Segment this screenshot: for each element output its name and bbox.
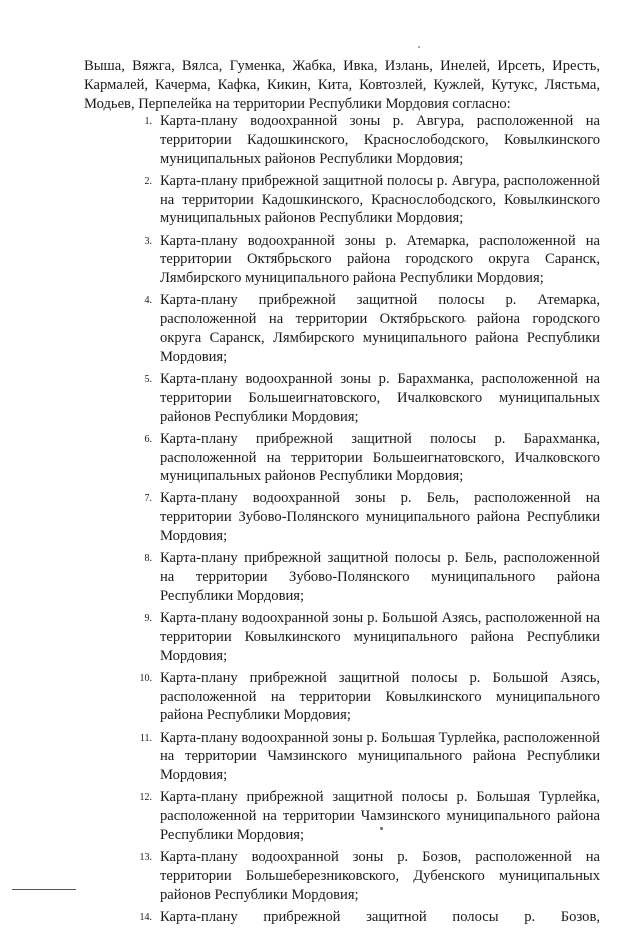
list-item	[0, 232, 640, 288]
list-item	[0, 172, 640, 228]
list-item	[0, 430, 640, 486]
list-item	[0, 788, 640, 844]
list-item-number: 5.	[144, 373, 152, 385]
list-item-text: Карта-плану прибрежной защитной полосы р. Атемарка, расположенной на территории Октябрьского района городского округа Саранск, Лямбирского муниципального района Республики Мордовия;	[160, 292, 600, 365]
list-item-number: 13.	[139, 852, 152, 864]
list-item-text: Карта-плану водоохранной зоны р. Авгура, расположенной на территории Кадошкинского, Краснослободского, Ковылкинского муниципальных районов Республики Мордовия;	[160, 113, 600, 167]
list-item-number: 10.	[139, 672, 152, 684]
list-item-text: Карта-плану прибрежной защитной полосы р. Бель, расположенной на территории Зубово-Полянского муниципального района Республики Мордовия;	[160, 550, 600, 604]
list-item-number: 8.	[144, 553, 152, 565]
list-item-text: Карта-плану прибрежной защитной полосы р. Барахманка, расположенной на территории Большеигнатовского, Ичалковского муниципальных районов Республики Мордовия;	[160, 430, 600, 485]
list-item-number: 1.	[144, 116, 152, 127]
list-item	[0, 489, 640, 545]
list-item	[0, 609, 640, 665]
list-item-text: Карта-плану прибрежной защитной полосы р. Большая Турлейка, расположенной на территории Чамзинского муниципального района Республики Мордовия;	[160, 789, 600, 843]
list-item-text: Карта-плану прибрежной защитной полосы р. Авгура, расположенной на территории Кадошкинского, Краснослободского, Ковылкинского муниципальных районов Республики Мордовия;	[160, 172, 600, 227]
list-item	[0, 729, 640, 785]
list-item-text: Карта-плану прибрежной защитной полосы р. Большой Азясь, расположенной на территории Ковылкинского муниципального района Республики Мордовия;	[160, 669, 600, 724]
numbered-list	[0, 112, 640, 930]
intro-paragraph: Выша, Вяжга, Вялса, Гуменка, Жабка, Ивка, Излань, Инелей, Ирсеть, Иресть, Кармалей, Качерма, Кафка, Кикин, Кита, Ковтозлей, Кужлей, Кутукс, Лястьма, Модьев, Перпелейка на территории Республики Мордовия согласно:	[84, 58, 600, 112]
list-item-text: Карта-плану водоохранной зоны р. Бозов, расположенной на территории Большеберезниковского, Дубенского муниципальных районов Республики Мордовия;	[160, 849, 600, 903]
list-item-number: 14.	[139, 911, 152, 923]
list-item-number: 3.	[144, 235, 152, 247]
list-item	[0, 370, 640, 426]
list-item	[0, 908, 640, 927]
list-item-text: Карта-плану прибрежной защитной полосы р. Бозов,	[160, 908, 600, 925]
list-item	[0, 112, 640, 168]
list-item-number: 4.	[144, 295, 152, 307]
list-item-text: Карта-плану водоохранной зоны р. Бель, расположенной на территории Зубово-Полянского муниципального района Республики Мордовия;	[160, 490, 600, 545]
list-item-text: Карта-плану водоохранной зоны р. Барахманка, расположенной на территории Большеигнатовского, Ичалковского муниципальных районов Республики Мордовия;	[160, 370, 600, 425]
list-item	[0, 549, 640, 605]
list-item	[0, 291, 640, 366]
scan-speck	[418, 46, 420, 48]
list-item-number: 2.	[144, 175, 152, 187]
list-item	[0, 848, 640, 904]
list-item-text: Карта-плану водоохранной зоны р. Большой Азясь, расположенной на территории Ковылкинского муниципального района Республики Мордовия;	[160, 610, 600, 664]
list-item-number: 9.	[144, 613, 152, 625]
footer-rule	[12, 889, 76, 890]
list-item-text: Карта-плану водоохранной зоны р. Большая Турлейка, расположенной на территории Чамзинского муниципального района Республики Мордовия;	[160, 729, 600, 784]
list-item-number: 12.	[139, 792, 152, 804]
list-item-number: 11.	[139, 732, 152, 744]
list-item	[0, 669, 640, 725]
list-item-text: Карта-плану водоохранной зоны р. Атемарка, расположенной на территории Октябрьского района городского округа Саранск, Лямбирского муниципального района Республики Мордовия;	[160, 232, 600, 287]
list-item-number: 7.	[144, 493, 152, 505]
list-item-number: 6.	[144, 433, 152, 445]
